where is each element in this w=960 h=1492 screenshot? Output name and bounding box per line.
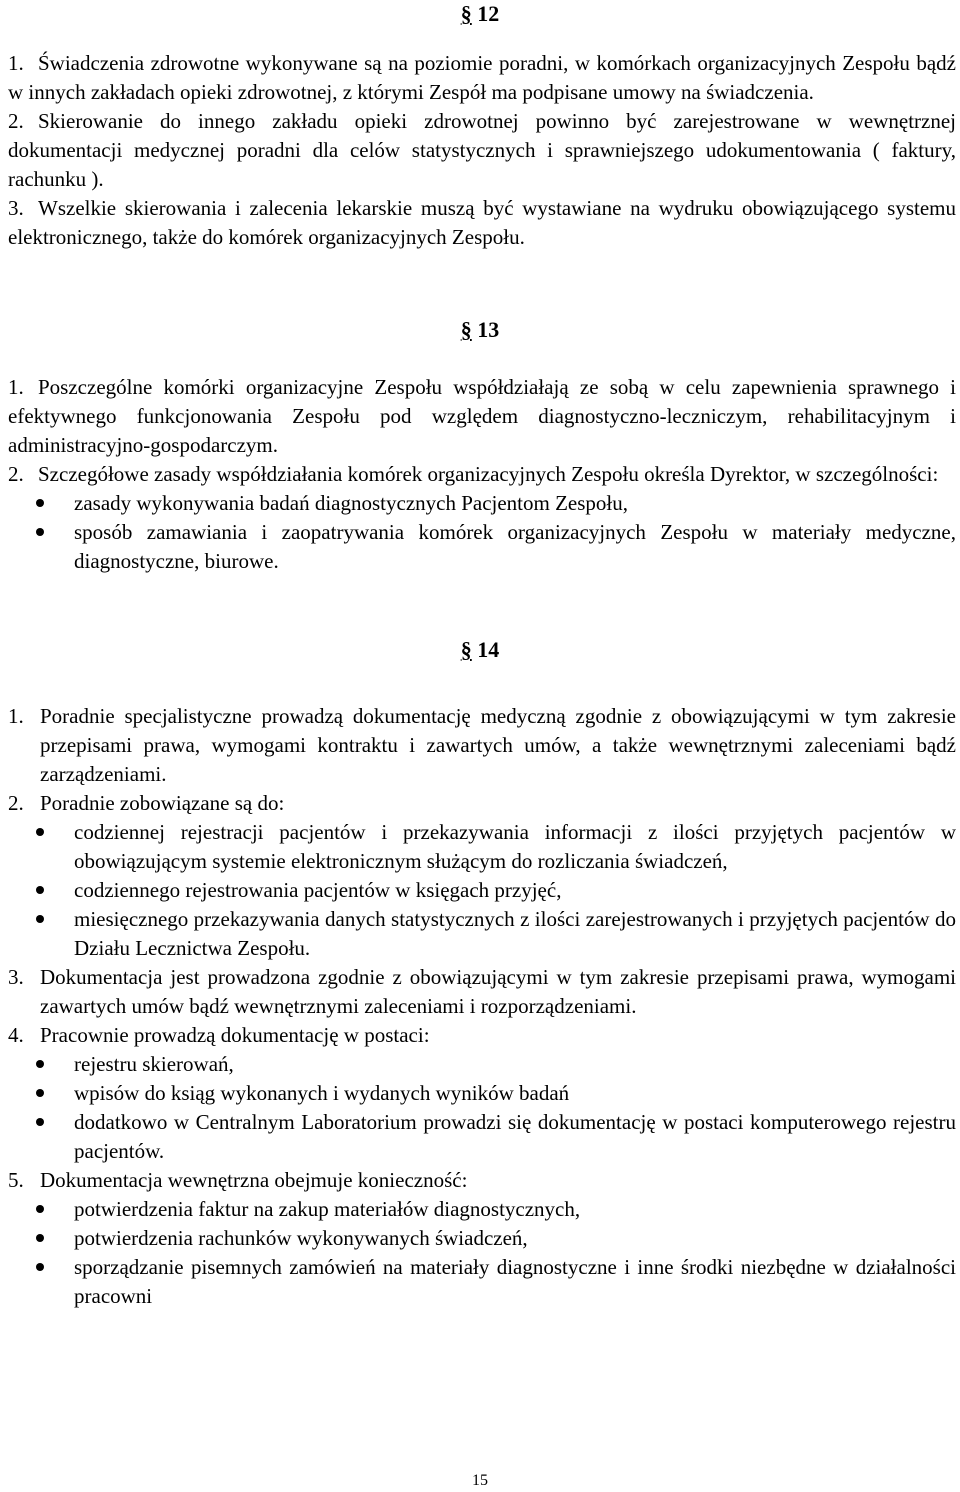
bullet-text: potwierdzenia faktur na zakup materiałów diagnostycznych, xyxy=(74,1197,581,1221)
bullet-item xyxy=(74,1224,958,1253)
list-item xyxy=(0,49,958,107)
item-text: Poradnie zobowiązane są do: xyxy=(40,791,285,815)
bullet-text: codziennej rejestracji pacjentów i przekazywania informacji z ilości przyjętych pacjentów w obowiązującym systemie elektronicznym służącym do rozliczania świadczeń, xyxy=(74,820,956,873)
bullet-icon xyxy=(36,1089,44,1097)
bullet-icon xyxy=(36,1118,44,1126)
bullet-item xyxy=(74,1050,958,1079)
section-12-body xyxy=(0,49,958,252)
page-number: 15 xyxy=(472,1472,488,1489)
bullet-item xyxy=(74,876,958,905)
item-text: Dokumentacja wewnętrzna obejmuje konieczność: xyxy=(40,1168,468,1192)
bullet-text: sposób zamawiania i zaopatrywania komórek organizacyjnych Zespołu w materiały medyczne, diagnostyczne, biurowe. xyxy=(74,520,956,573)
item-number: 2. xyxy=(8,462,24,486)
list-item xyxy=(0,963,958,1021)
bullet-text: codziennego rejestrowania pacjentów w księgach przyjęć, xyxy=(74,878,562,902)
item-number: 4. xyxy=(8,1023,24,1047)
section-sign: § xyxy=(460,637,472,662)
bullet-text: zasady wykonywania badań diagnostycznych Pacjentom Zespołu, xyxy=(74,491,629,515)
section-heading-14 xyxy=(0,636,960,664)
item-text: Dokumentacja jest prowadzona zgodnie z obowiązującymi w tym zakresie przepisami prawa, wymogami zawartych umów bądź wewnętrznymi zaleceniami i rozporządzeniami. xyxy=(40,965,956,1018)
section-14-body xyxy=(0,702,958,1311)
item-number: 1. xyxy=(8,704,24,728)
bullet-text: potwierdzenia rachunków wykonywanych świadczeń, xyxy=(74,1226,528,1250)
bullet-item xyxy=(74,1108,958,1166)
bullet-icon xyxy=(36,1060,44,1068)
section-heading-12 xyxy=(0,0,960,28)
bullet-icon xyxy=(36,1234,44,1242)
item-text: Skierowanie do innego zakładu opieki zdrowotnej powinno być zarejestrowane w wewnętrznej dokumentacji medycznej poradni dla celów statystycznych i sprawniejszego udokumentowania ( faktury, rachunku ). xyxy=(8,109,956,191)
item-text: Pracownie prowadzą dokumentację w postaci: xyxy=(40,1023,430,1047)
bullet-text: sporządzanie pisemnych zamówień na materiały diagnostyczne i inne środki niezbędne w działalności pracowni xyxy=(74,1255,956,1308)
bullet-item xyxy=(74,818,958,876)
item-text: Poszczególne komórki organizacyjne Zespołu współdziałają ze sobą w celu zapewnienia sprawnego i efektywnego funkcjonowania Zespołu pod względem diagnostyczno-leczniczym, rehabilitacyjnym i administracyjno-gospodarczym. xyxy=(8,375,956,457)
bullet-icon xyxy=(36,1263,44,1271)
item-number: 2. xyxy=(8,109,24,133)
bullet-text: rejestru skierowań, xyxy=(74,1052,234,1076)
item-number: 1. xyxy=(8,51,24,75)
bullet-text: dodatkowo w Centralnym Laboratorium prowadzi się dokumentację w postaci komputerowego rejestru pacjentów. xyxy=(74,1110,956,1163)
list-item xyxy=(0,194,958,252)
item-text: Szczegółowe zasady współdziałania komórek organizacyjnych Zespołu określa Dyrektor, w szczególności: xyxy=(38,462,939,486)
bullet-icon xyxy=(36,828,44,836)
list-item xyxy=(0,373,958,460)
item-number: 3. xyxy=(8,196,24,220)
bullet-icon xyxy=(36,915,44,923)
bullet-icon xyxy=(36,528,44,536)
list-item xyxy=(0,702,958,789)
section-number: 13 xyxy=(477,317,500,342)
bullet-icon xyxy=(36,499,44,507)
bullet-text: wpisów do ksiąg wykonanych i wydanych wyników badań xyxy=(74,1081,570,1105)
bullet-item xyxy=(74,1195,958,1224)
bullet-item xyxy=(74,1079,958,1108)
list-item xyxy=(0,1166,958,1311)
item-number: 3. xyxy=(8,965,24,989)
list-item xyxy=(0,107,958,194)
bullet-text: miesięcznego przekazywania danych statystycznych z ilości zarejestrowanych i przyjętych pacjentów do Działu Lecznictwa Zespołu. xyxy=(74,907,956,960)
bullet-item xyxy=(74,1253,958,1311)
bullet-item xyxy=(74,518,958,576)
list-item xyxy=(0,789,958,963)
bullet-item xyxy=(74,905,958,963)
list-item xyxy=(0,460,958,576)
section-heading-13 xyxy=(0,316,960,344)
bullet-item xyxy=(74,489,958,518)
section-sign: § xyxy=(460,1,472,26)
item-number: 2. xyxy=(8,791,24,815)
item-text: Świadczenia zdrowotne wykonywane są na poziomie poradni, w komórkach organizacyjnych Zespołu bądź w innych zakładach opieki zdrowotnej, z którymi Zespół ma podpisane umowy na świadczenia. xyxy=(8,51,956,104)
section-sign: § xyxy=(460,317,472,342)
section-number: 12 xyxy=(477,1,500,26)
bullet-icon xyxy=(36,886,44,894)
item-number: 5. xyxy=(8,1168,24,1192)
list-item xyxy=(0,1021,958,1166)
bullet-icon xyxy=(36,1205,44,1213)
item-text: Wszelkie skierowania i zalecenia lekarskie muszą być wystawiane na wydruku obowiązującego systemu elektronicznego, także do komórek organizacyjnych Zespołu. xyxy=(8,196,956,249)
section-number: 14 xyxy=(477,637,500,662)
item-number: 1. xyxy=(8,375,24,399)
section-13-body xyxy=(0,373,958,576)
item-text: Poradnie specjalistyczne prowadzą dokumentację medyczną zgodnie z obowiązującymi w tym zakresie przepisami prawa, wymogami kontraktu i zawartych umów, a także wewnętrznymi zaleceniami bądź zarządzeniami. xyxy=(40,704,956,786)
